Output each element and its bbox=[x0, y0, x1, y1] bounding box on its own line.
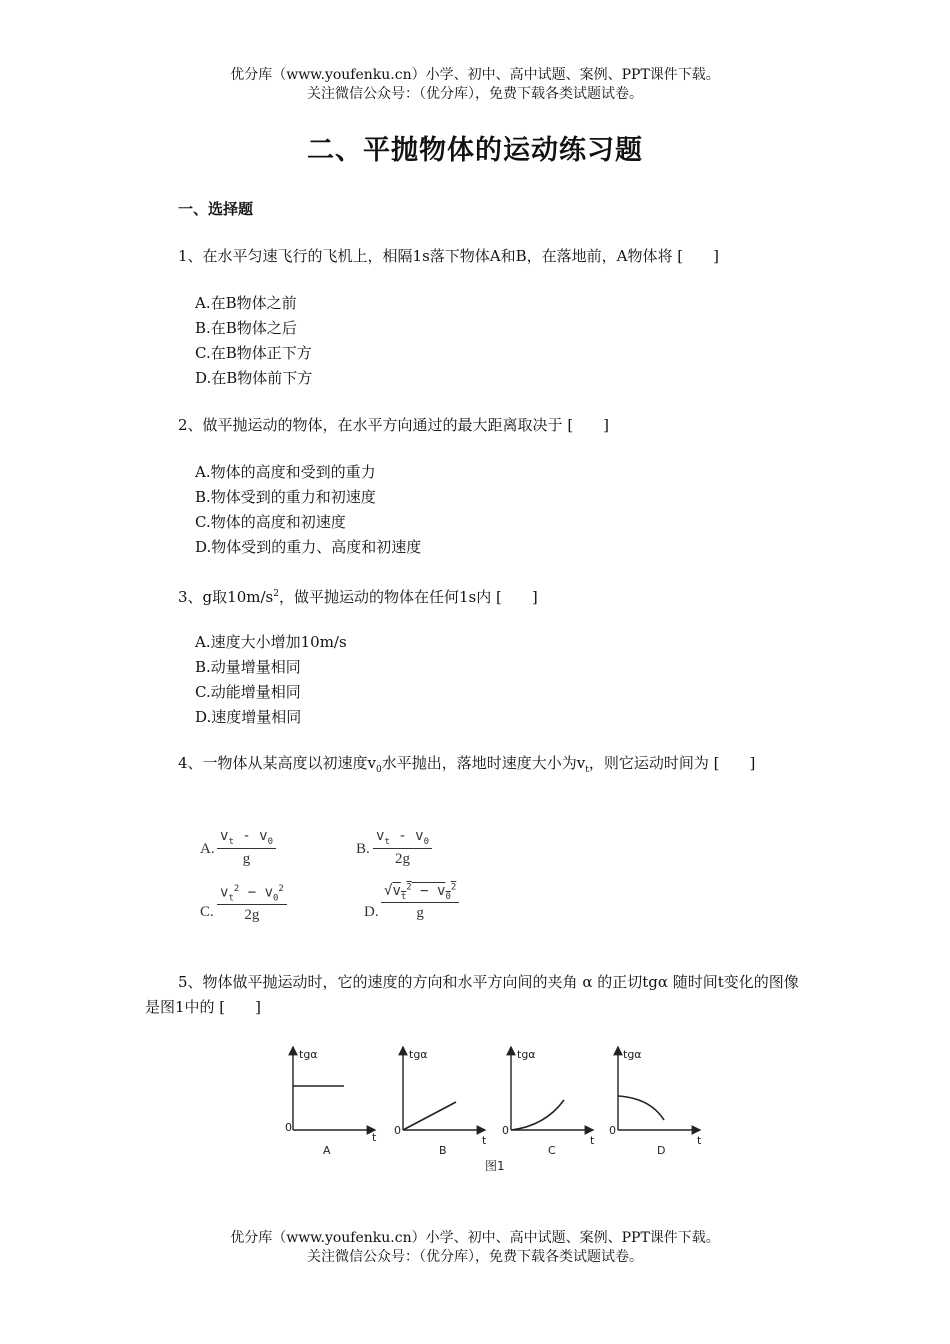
option: B.在B物体之后 bbox=[195, 319, 297, 337]
formula-a-denominator: g bbox=[242, 850, 251, 867]
y-label: tgα bbox=[517, 1048, 536, 1061]
x-label: t bbox=[590, 1134, 595, 1147]
header-line-2: 关注微信公众号：（优分库），免费下载各类试题试卷。 bbox=[307, 86, 643, 102]
option: D.速度增量相同 bbox=[195, 708, 302, 726]
question-3-options bbox=[195, 630, 347, 730]
option: B.动量增量相同 bbox=[195, 658, 301, 676]
formula-b-label: B. bbox=[356, 841, 370, 857]
question-4-sub0: 0 bbox=[376, 765, 382, 775]
question-1: 1、在水平匀速飞行的飞机上，相隔1s落下物体A和B，在落地前，A物体将 [ ] bbox=[178, 247, 719, 265]
formula-a-numerator: $v_t - v_0$ bbox=[217, 828, 276, 849]
formula-b bbox=[373, 828, 432, 868]
question-1-options bbox=[195, 291, 312, 391]
question-2: 2、做平抛运动的物体，在水平方向通过的最大距离取决于 [ ] bbox=[178, 416, 610, 434]
x-label: t bbox=[372, 1131, 377, 1144]
y-label: tgα bbox=[409, 1048, 428, 1061]
formula-c bbox=[217, 884, 287, 924]
graph-a bbox=[285, 1047, 377, 1157]
y-label: tgα bbox=[623, 1048, 642, 1061]
figure-1 bbox=[280, 1040, 710, 1175]
option: D.物体受到的重力、高度和初速度 bbox=[195, 538, 422, 556]
question-4 bbox=[145, 751, 810, 783]
graph-b bbox=[394, 1047, 487, 1157]
question-3-pre: 3、g取10m/s bbox=[178, 588, 274, 606]
panel-label: B bbox=[439, 1144, 447, 1157]
curve bbox=[618, 1096, 664, 1120]
footer-line-2: 关注微信公众号：（优分库），免费下载各类试题试卷。 bbox=[307, 1249, 643, 1265]
curve bbox=[511, 1100, 564, 1130]
formula-d-numerator: $√v_t^2 - v_0^2$ bbox=[381, 882, 459, 903]
question-4-post: ，则它运动时间为 [ ] bbox=[588, 754, 756, 772]
x-label: t bbox=[697, 1134, 702, 1147]
question-2-options bbox=[195, 460, 421, 560]
origin-label: 0 bbox=[502, 1124, 509, 1137]
option: A.物体的高度和受到的重力 bbox=[195, 463, 376, 481]
panel-label: C bbox=[548, 1144, 556, 1157]
question-5: 5、物体做平抛运动时，它的速度的方向和水平方向间的夹角 α 的正切tgα 随时间t变化的图像是图1中的 [ ] bbox=[145, 973, 799, 1016]
graph-c bbox=[502, 1047, 595, 1157]
option: C.在B物体正下方 bbox=[195, 344, 312, 362]
figure-caption: 图1 bbox=[485, 1159, 505, 1173]
question-3-post: ，做平抛运动的物体在任何1s内 [ ] bbox=[278, 588, 538, 606]
question-3-sup: 2 bbox=[273, 589, 279, 599]
formula-c-label: C. bbox=[200, 904, 214, 920]
y-label: tgα bbox=[299, 1048, 318, 1061]
origin-label: 0 bbox=[394, 1124, 401, 1137]
formula-d-denominator: g bbox=[416, 905, 424, 922]
option: B.物体受到的重力和初速度 bbox=[195, 488, 376, 506]
section-heading: 一、选择题 bbox=[178, 200, 254, 218]
option: A.在B物体之前 bbox=[195, 294, 297, 312]
question-3 bbox=[178, 582, 538, 610]
formula-d bbox=[381, 882, 459, 922]
x-label: t bbox=[482, 1134, 487, 1147]
origin-label: 0 bbox=[285, 1121, 292, 1134]
page-header bbox=[0, 66, 950, 104]
formula-b-numerator: $v_t - v_0$ bbox=[373, 828, 432, 849]
question-4-mid: 水平抛出，落地时速度大小为v bbox=[381, 754, 586, 772]
option: A.速度大小增加10m/s bbox=[195, 633, 347, 651]
formula-a bbox=[217, 828, 276, 868]
option: C.物体的高度和初速度 bbox=[195, 513, 346, 531]
formula-a-label: A. bbox=[200, 841, 215, 857]
footer-line-1: 优分库（www.youfenku.cn）小学、初中、高中试题、案例、PPT课件下载。 bbox=[230, 1230, 720, 1246]
panel-label: A bbox=[323, 1144, 331, 1157]
option: C.动能增量相同 bbox=[195, 683, 301, 701]
origin-label: 0 bbox=[609, 1124, 616, 1137]
graph-d bbox=[609, 1047, 702, 1157]
curve bbox=[403, 1102, 456, 1130]
header-line-1: 优分库（www.youfenku.cn）小学、初中、高中试题、案例、PPT课件下载。 bbox=[230, 67, 720, 83]
option: D.在B物体前下方 bbox=[195, 369, 313, 387]
question-4-subt: t bbox=[585, 765, 589, 775]
page-title: 二、平抛物体的运动练习题 bbox=[307, 135, 643, 166]
question-4-pre: 4、一物体从某高度以初速度v bbox=[178, 754, 377, 772]
formula-d-label: D. bbox=[364, 904, 379, 920]
formula-c-numerator: $v_t^2 - v_0^2$ bbox=[217, 884, 287, 905]
formula-b-denominator: 2g bbox=[395, 850, 410, 867]
page-footer bbox=[0, 1229, 950, 1267]
panel-label: D bbox=[657, 1144, 666, 1157]
formula-c-denominator: 2g bbox=[244, 907, 260, 924]
